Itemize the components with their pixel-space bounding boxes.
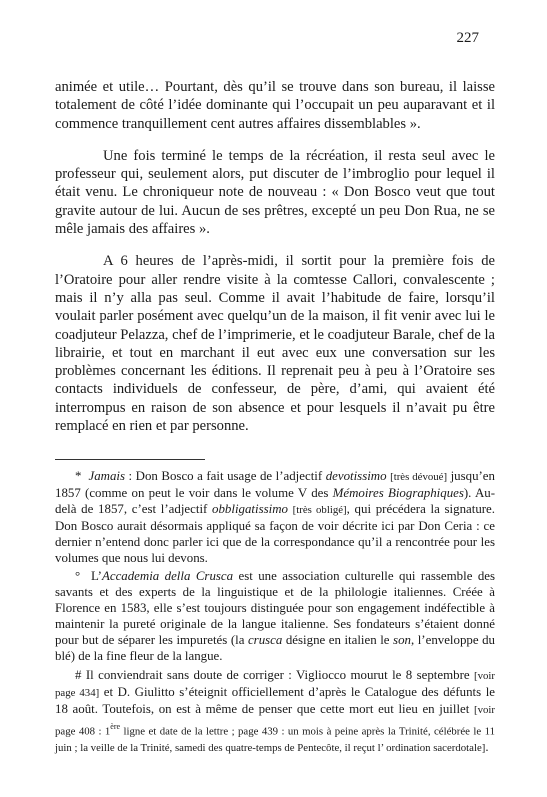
footnote-marker: * — [75, 469, 82, 483]
footnote-2: ° L’Accademia della Crusca est une association culturelle qui rassemble des savants et des experts de la linguistique et de la philologie italiennes. Créée à Florence en 1583, elle s’est toujours distinguée pour son engagement indéfectible à maintenir la pureté originale de la langue italienne. Ses fondateurs s’étaient donné pour but de séparer les impuretés (la crusca désigne en italien le son, l’enveloppe du blé) de la fine fleur de la langue. — [55, 569, 496, 663]
paragraph-1: animée et utile… Pourtant, dès qu’il se trouve dans son bureau, il laisse totalement de côté l’idée dominante qui l’occupait un peu auparavant et il commence tranquillement cent autres affaires dissemblables ». — [55, 79, 495, 132]
footnotes — [55, 469, 495, 760]
footnote-marker: ° — [75, 569, 81, 584]
page-number: 227 — [456, 30, 479, 46]
footnote-1: * Jamais : Don Bosco a fait usage de l’adjectif devotissimo [très dévoué] jusqu’en 1857 (comme on peut le voir dans le volume V des Mémoires Biographiques). Au-delà de 1857, c’est l’adjectif obbligatissimo [très obligé], qui précédera la signature. Don Bosco aurait désormais appliqué sa façon de voir décrite ici par Don Ceria : ce dernier n’entend donc parler ici que de la correspondance qu’il a rencontrée pour les volumes que nous lui devons. — [55, 469, 496, 565]
footnote-separator — [55, 459, 205, 460]
paragraph-3: A 6 heures de l’après-midi, il sortit pour la première fois de l’Oratoire pour aller rendre visite à la comtesse Callori, convalescente ; mais il n’y alla pas seul. Comme il avait l’habitude de faire, lorsqu’il voulait parler posément avec quelqu’un de la maison, il fit venir avec lui le coadjuteur Pelazza, chef de l’imprimerie, et le coadjuteur Barale, chef de la librairie, et tout en marchant il eut avec eux une conversation sur les problèmes concernant les éditions. Il reprenait peu à peu à l’Oratoire ses contacts individuels de confesseur, de père, d’ami, qui avaient été interrompus en raison de son absence et pour lesquels il n’avait pu être remplacé en rien et par personne. — [55, 253, 496, 435]
footnote-marker: # — [75, 667, 82, 682]
footnote-3: # Il conviendrait sans doute de corriger : Vigliocco mourut le 8 septembre [voir page 434] et D. Giulitto s’éteignit officiellement d’après le Catalogue des défunts le 18 août. Toutefois, on est à même de penser que cette mort eut lieu en juillet [voir page 408 : 1ère ligne et date de la lettre ; page 439 : un mois à peine après la Trinité, célébrée le 11 juin ; la veille de la Trinité, samedi des quatre-temps de Pentecôte, il reçut l’ ordination sacerdotale]. — [55, 667, 495, 754]
paragraph-2: Une fois terminé le temps de la récréation, il resta seul avec le professeur qui, seulement alors, put discuter de l’imbroglio pour lequel il était venu. Le chroniqueur note de nouveau : « Don Bosco veut que tout gravite autour de lui. Aucun de ses prêtres, excepté un peu Don Rua, ne se mêle jamais des affaires ». — [55, 147, 495, 238]
main-text — [55, 78, 495, 435]
